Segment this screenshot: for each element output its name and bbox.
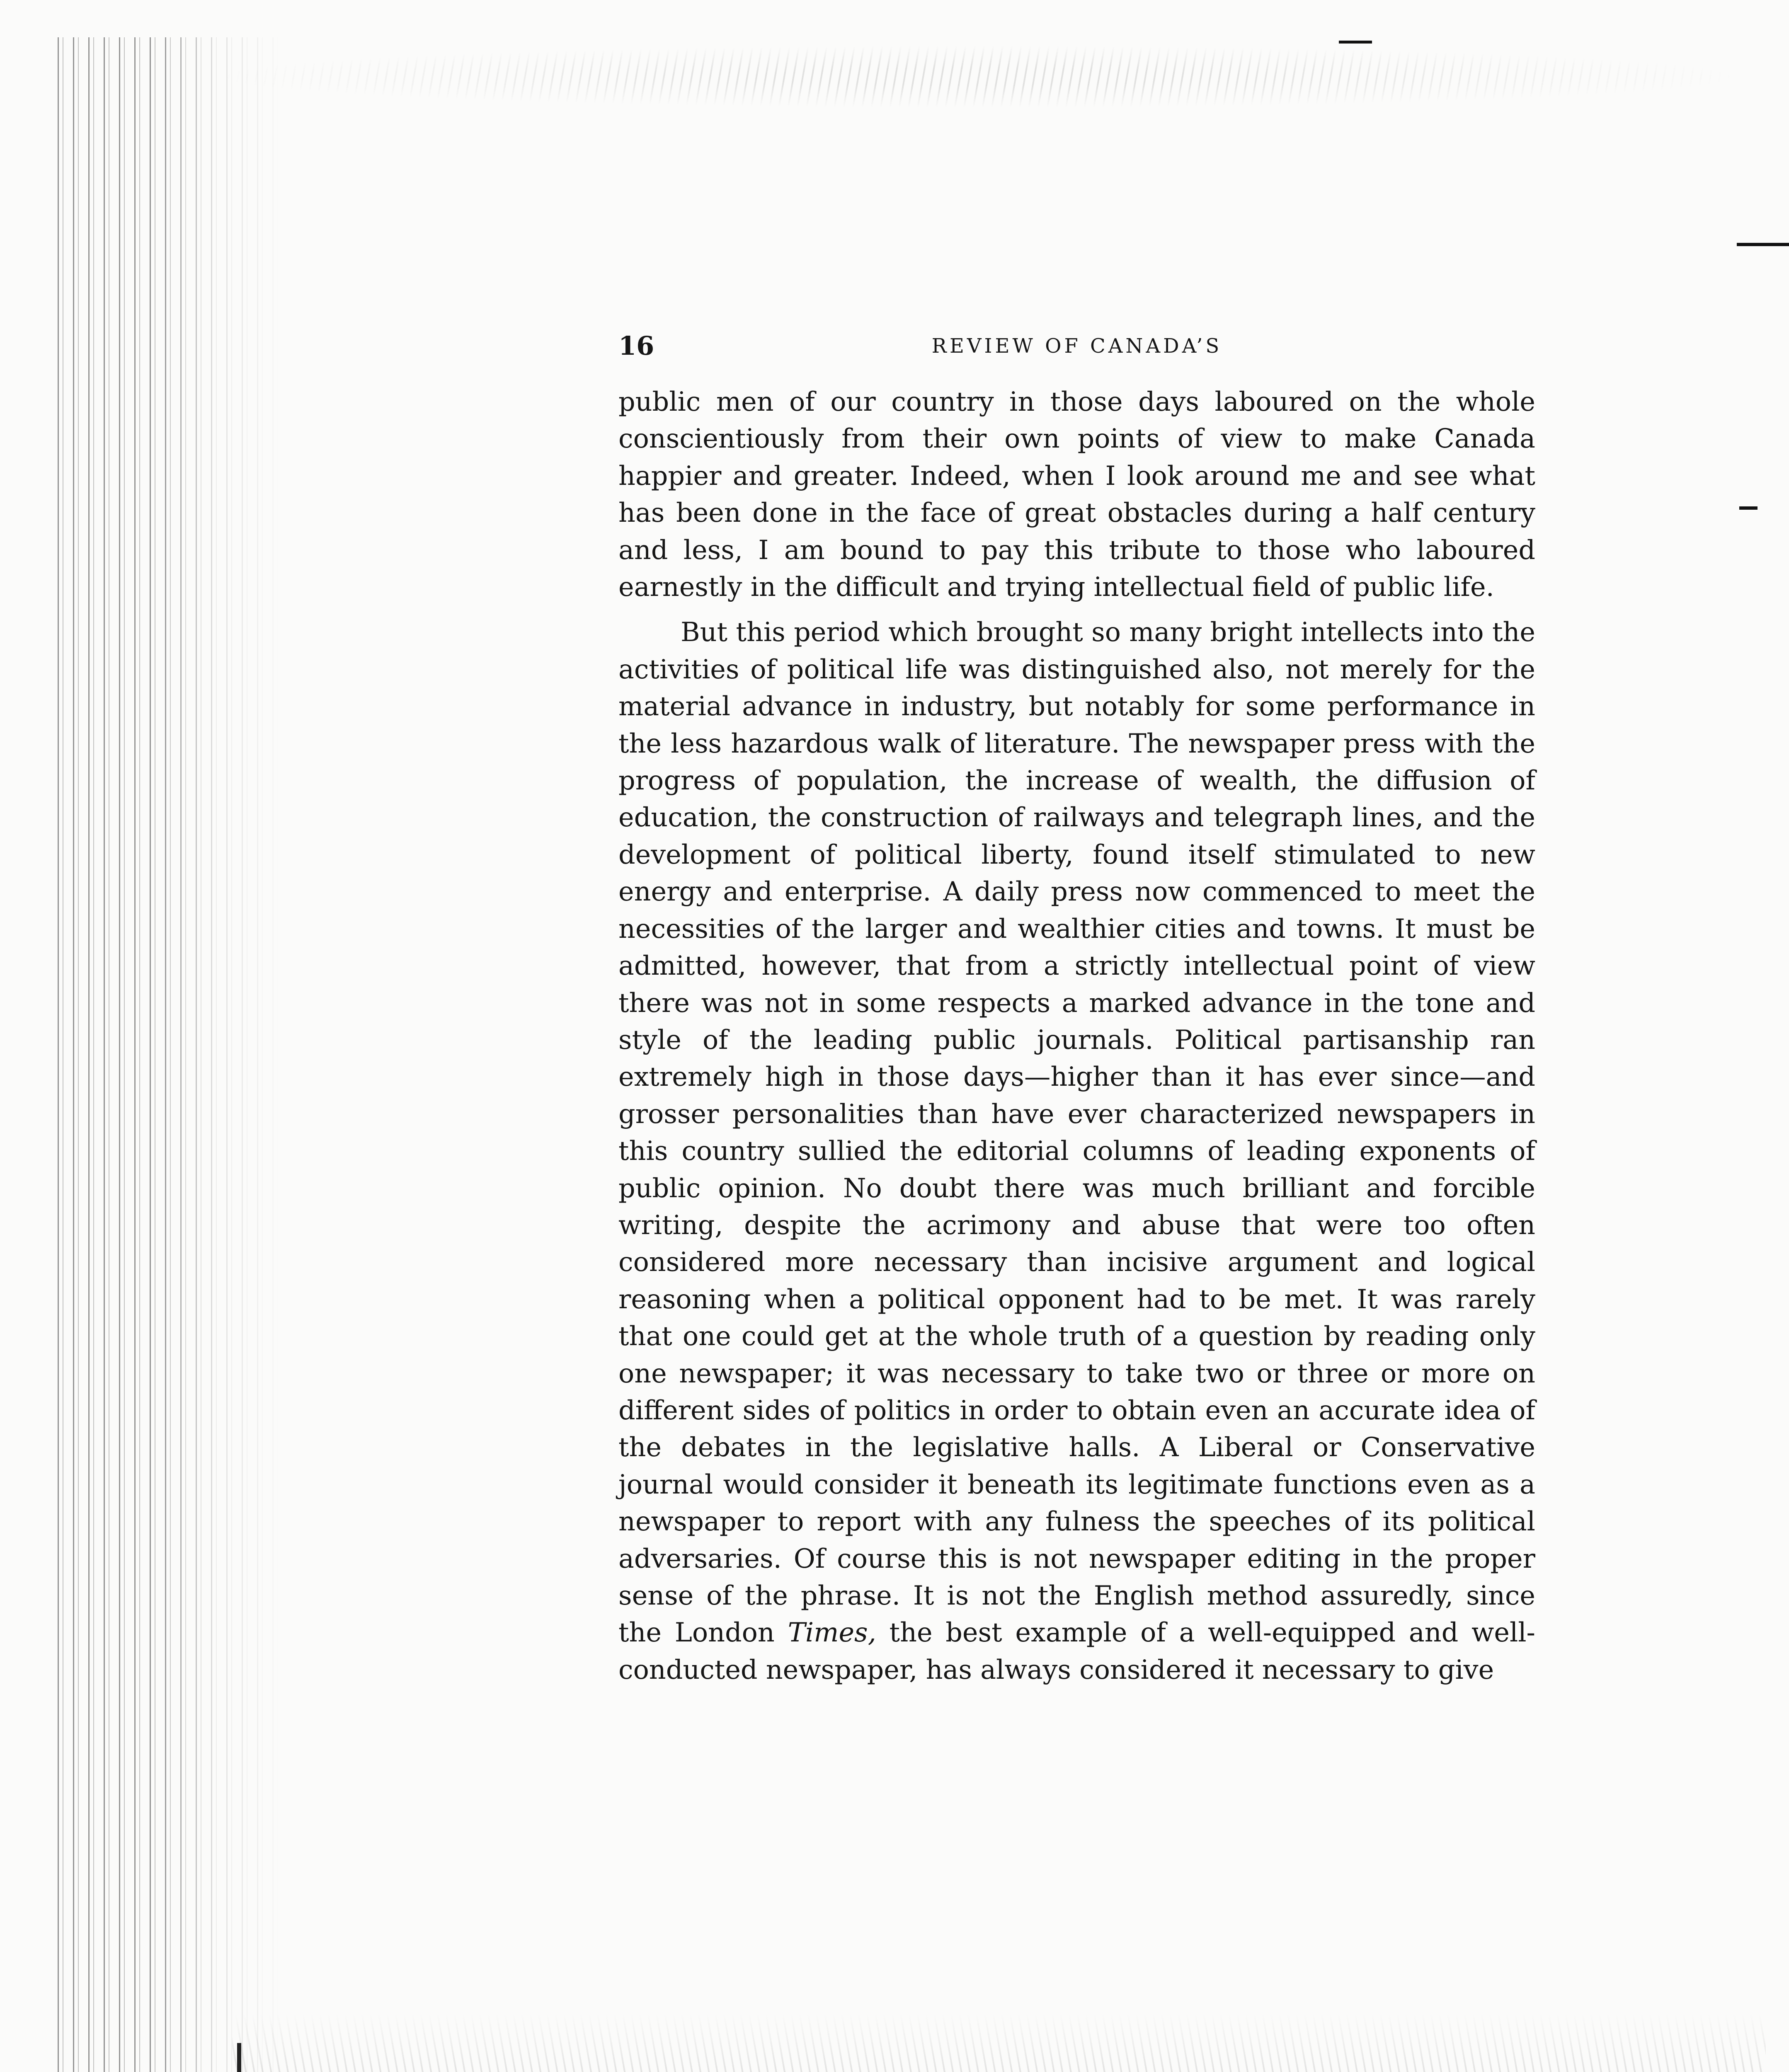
page-header (618, 327, 1535, 365)
italic-title: Times, (788, 1617, 876, 1648)
running-head: REVIEW OF CANADA’S (931, 334, 1222, 358)
book-binding-shadow (54, 37, 286, 2072)
scan-mark-right (1737, 243, 1789, 246)
page-body (618, 383, 1535, 1688)
scan-mark-top (1339, 41, 1372, 44)
paragraph (618, 614, 1535, 1688)
paragraph-text: the best example of a well-equipped and well-conducted newspaper, has always considered it necessary to give (618, 1617, 1536, 1685)
scan-mark-right (1739, 506, 1757, 510)
paragraph: public men of our country in those days laboured on the whole conscientiously from their own points of view to make Canada happier and greater. Indeed, when I look around me and see what has been done in the face of great obstacles during a half century and less, I am bound to pay this tribute to those who laboured earnestly in the difficult and trying intellectual field of public life. (618, 386, 1535, 603)
page-number: 16 (618, 331, 655, 361)
scan-noise-bottom (232, 2014, 1766, 2072)
scan-noise-top (207, 46, 1749, 108)
paragraph-text: But this period which brought so many bright intellects into the activities of political life was distinguished also, not merely for the material advance in industry, but notably for some performance in the less hazardous walk of literature. The newspaper press with the progress of population, the increase of wealth, the diffusion of education, the construction of railways and telegraph lines, and the development of political liberty, found itself stimulated to new energy and enterprise. A daily press now commenced to meet the necessities of the larger and wealthier cities and towns. It must be admitted, however, that from a strictly intellectual point of view there was not in some respects a marked advance in the tone and style of the leading public journals. Political partisanship ran extremely high in those days—higher than it has ever since—and grosser personalities than have ever characterized newspapers in this country sullied the editorial columns of leading exponents of public opinion. No doubt there was much brilliant and forcible writing, despite the acrimony and abuse that were too often considered more necessary than incisive argument and logical reasoning when a political opponent had to be met. It was rarely that one could get at the whole truth of a question by reading only one newspaper; it was necessary to take two or three or more on different sides of politics in order to obtain even an accurate idea of the debates in the legislative halls. A Liberal or Conservative journal would consider it beneath its legitimate functions even as a newspaper to report with any fulness the speeches of its political adversaries. Of course this is not newspaper editing in the proper sense of the phrase. It is not the English method assuredly, since the London (618, 617, 1535, 1648)
page-corner-mark (237, 2043, 258, 2072)
